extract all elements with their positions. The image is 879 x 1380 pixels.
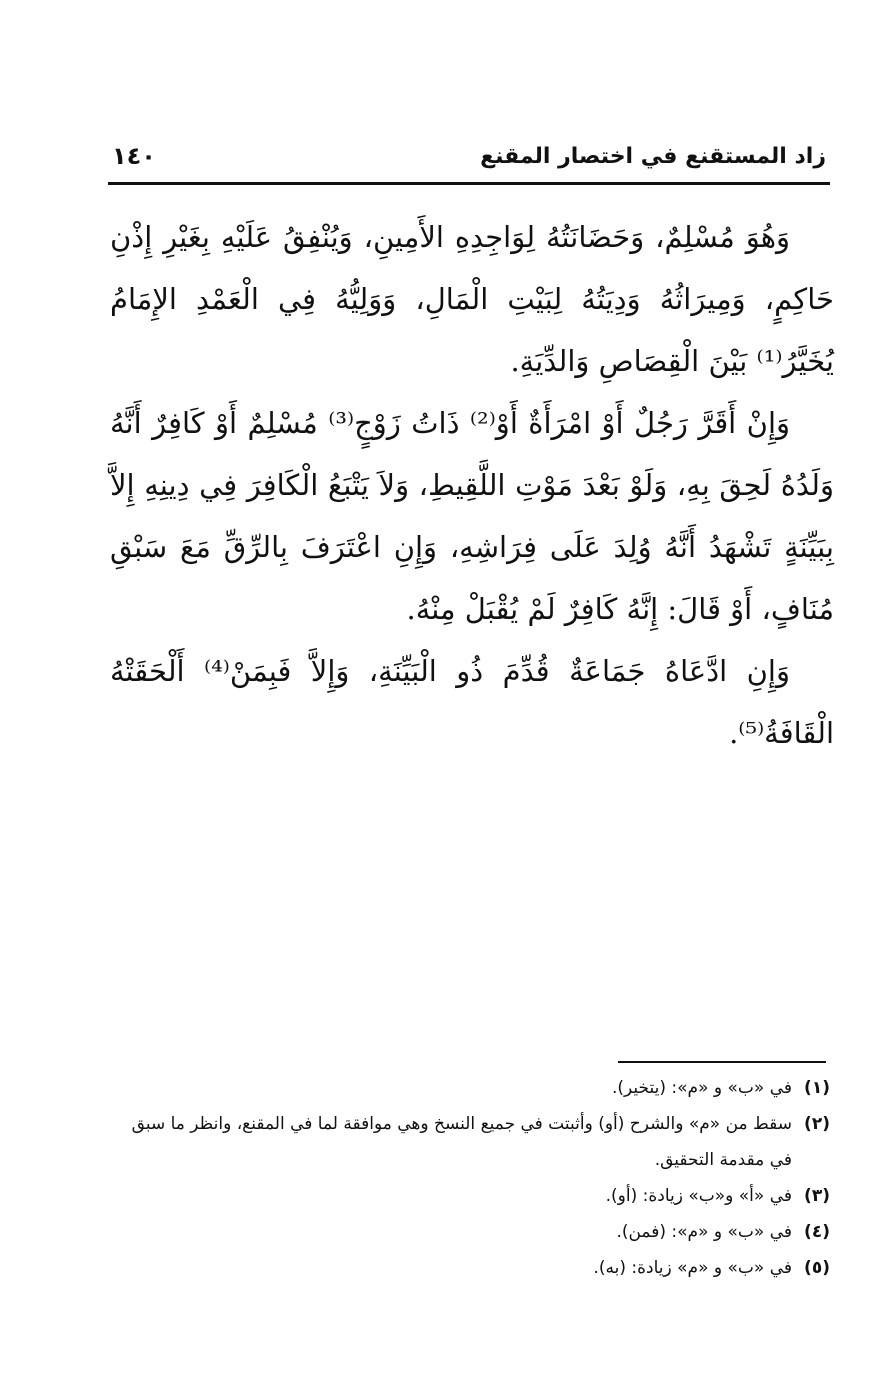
footnote-text: في «ب» و «م»: (فمن). <box>616 1222 792 1242</box>
footnote-marker: (٤) <box>804 1222 830 1242</box>
footnote-separator <box>618 1061 826 1063</box>
footnote-text: في «ب» و «م» زيادة: (به). <box>593 1258 792 1278</box>
footnote-marker: (٥) <box>804 1258 830 1278</box>
footnote-item <box>108 1070 830 1106</box>
footnote-item <box>108 1250 830 1286</box>
header-rule <box>108 182 830 185</box>
footnote-marker: (١) <box>804 1078 830 1098</box>
footnote-text: في «ب» و «م»: (يتخير). <box>612 1078 792 1098</box>
page-number: ١٤٠ <box>112 142 156 170</box>
paragraph: وَهُوَ مُسْلِمٌ، وَحَضَانَتُهُ لِوَاجِدِهِ الأَمِينِ، وَيُنْفِقُ عَلَيْهِ بِغَيْرِ إِذْنِ حَاكِمٍ، وَمِيرَاثُهُ وَدِيَتُهُ لِبَيْتِ الْمَالِ، وَوَلِيُّهُ فِي الْعَمْدِ الإِمَامُ يُخَيَّرُ⁽¹⁾ بَيْنَ الْقِصَاصِ وَالدِّيَةِ. <box>110 220 834 378</box>
footnote-marker: (٣) <box>804 1186 830 1206</box>
footnote-item <box>108 1178 830 1214</box>
running-head <box>112 140 826 180</box>
footnote-text: سقط من «م» والشرح (أو) وأثبتت في جميع النسخ وهي موافقة لما في المقنع، وانظر ما سبق في مقدمة التحقيق. <box>131 1114 792 1170</box>
footnote-marker: (٢) <box>804 1114 830 1134</box>
paragraph: وَإِنِ ادَّعَاهُ جَمَاعَةٌ قُدِّمَ ذُو الْبَيِّنَةِ، وَإِلاَّ فَبِمَنْ⁽⁴⁾ أَلْحَقَتْهُ الْقَافَةُ⁽⁵⁾. <box>110 654 834 750</box>
paragraph: وَإِنْ أَقَرَّ رَجُلٌ أَوْ امْرَأَةٌ أَوْ⁽²⁾ ذَاتُ زَوْجٍ⁽³⁾ مُسْلِمٌ أَوْ كَافِرٌ أَنَّهُ وَلَدُهُ لَحِقَ بِهِ، وَلَوْ بَعْدَ مَوْتِ اللَّقِيطِ، وَلاَ يَتْبَعُ الْكَافِرَ فِي دِينِهِ إِلاَّ بِبَيِّنَةٍ تَشْهَدُ أَنَّهُ وُلِدَ عَلَى فِرَاشِهِ، وَإِنِ اعْتَرَفَ بِالرِّقِّ مَعَ سَبْقِ مُنَافٍ، أَوْ قَالَ: إِنَّهُ كَافِرٌ لَمْ يُقْبَلْ مِنْهُ. <box>110 406 834 626</box>
footnotes <box>108 1070 830 1286</box>
main-text <box>110 206 834 764</box>
footnote-text: في «أ» و«ب» زيادة: (أو). <box>605 1186 792 1206</box>
footnote-item <box>108 1214 830 1250</box>
running-title: زاد المستقنع في اختصار المقنع <box>480 144 826 169</box>
footnote-item <box>108 1106 830 1178</box>
